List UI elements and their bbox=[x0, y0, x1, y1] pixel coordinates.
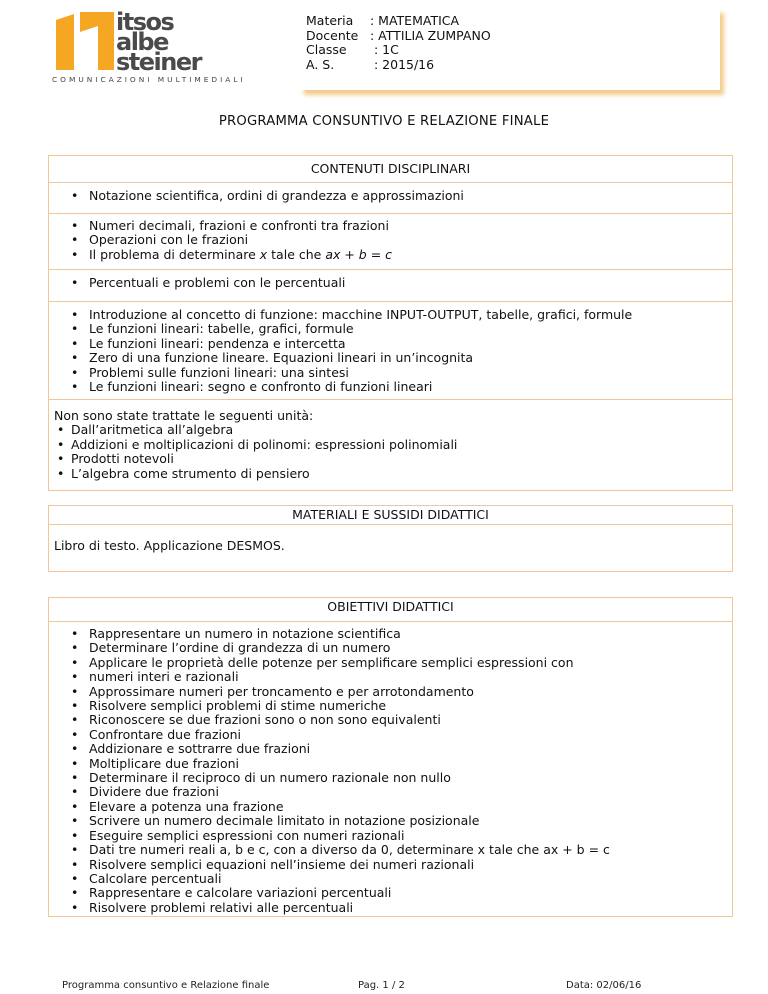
list-item: • Operazioni con le frazioni bbox=[49, 233, 732, 247]
list-item: • Risolvere semplici problemi di stime numeriche bbox=[49, 699, 732, 713]
materials-cell bbox=[49, 525, 732, 571]
list-item: • Zero di una funzione lineare. Equazioni lineari in un’incognita bbox=[49, 351, 732, 365]
objectives-heading: OBIETTIVI DIDATTICI bbox=[49, 598, 732, 622]
not-covered-section bbox=[49, 400, 732, 490]
info-row bbox=[306, 14, 720, 29]
logo-word: itsos bbox=[116, 8, 174, 36]
list-item: • Le funzioni lineari: segno e confronto di funzioni lineari bbox=[49, 380, 732, 394]
objectives-table bbox=[48, 597, 733, 917]
list-item: • Problemi sulle funzioni lineari: una sintesi bbox=[49, 366, 732, 380]
list-text: Il problema di determinare bbox=[89, 246, 256, 262]
list-item: • Le funzioni lineari: tabelle, grafici, formule bbox=[49, 322, 732, 336]
materials-heading: MATERIALI E SUSSIDI DIDATTICI bbox=[49, 506, 732, 525]
school-logo bbox=[52, 8, 246, 84]
contents-group bbox=[49, 302, 732, 400]
list-item: • Approssimare numeri per troncamento e per arrotondamento bbox=[49, 685, 732, 699]
not-covered-label: Non sono state trattate le seguenti unità: bbox=[54, 408, 314, 423]
contents-group bbox=[49, 270, 732, 302]
list-item: • Risolvere semplici equazioni nell’insieme dei numeri razionali bbox=[49, 858, 732, 872]
contents-group bbox=[49, 214, 732, 270]
contents-heading: CONTENUTI DISCIPLINARI bbox=[49, 156, 732, 183]
list-item: • numeri interi e razionali bbox=[49, 670, 732, 684]
list-item: • Applicare le proprietà delle potenze per semplificare semplici espressioni con bbox=[49, 656, 732, 670]
materials-table bbox=[48, 505, 733, 572]
course-info-box bbox=[300, 8, 720, 90]
info-key: Materia bbox=[306, 13, 354, 28]
info-key: Classe bbox=[306, 42, 347, 57]
list-item: • Le funzioni lineari: pendenza e intercetta bbox=[49, 337, 732, 351]
list-item: • Addizionare e sottrarre due frazioni bbox=[49, 742, 732, 756]
contents-group bbox=[49, 183, 732, 214]
info-value: : ATTILIA ZUMPANO bbox=[370, 27, 491, 43]
objectives-cell bbox=[49, 622, 732, 915]
list-item: • Numeri decimali, frazioni e confronti tra frazioni bbox=[49, 219, 732, 233]
variable-x: x bbox=[259, 246, 268, 262]
info-row bbox=[306, 58, 720, 73]
footer-date: Data: 02/06/16 bbox=[566, 980, 642, 991]
info-row bbox=[306, 43, 720, 58]
list-item: • Dall’aritmetica all’algebra bbox=[49, 423, 732, 437]
info-key: Docente bbox=[306, 27, 359, 43]
logo-word: albe bbox=[116, 28, 168, 56]
contents-table bbox=[48, 155, 733, 491]
list-item: • Percentuali e problemi con le percentuali bbox=[49, 276, 732, 290]
list-item: • Confrontare due frazioni bbox=[49, 728, 732, 742]
logo-mark-icon bbox=[52, 12, 122, 72]
info-key: A. S. bbox=[306, 56, 335, 72]
list-item: • Rappresentare un numero in notazione scientifica bbox=[49, 627, 732, 641]
list-item: • Introduzione al concetto di funzione: macchine INPUT-OUTPUT, tabelle, grafici, formule bbox=[49, 308, 732, 322]
footer-page-number: Pag. 1 / 2 bbox=[358, 980, 405, 991]
list-item: • Dati tre numeri reali a, b e c, con a diverso da 0, determinare x tale che ax + b = c bbox=[49, 843, 732, 857]
equation: ax + b = c bbox=[325, 246, 393, 262]
list-item: • Moltiplicare due frazioni bbox=[49, 757, 732, 771]
list-item: • L’algebra come strumento di pensiero bbox=[49, 467, 732, 481]
materials-text: Libro di testo. Applicazione DESMOS. bbox=[54, 538, 285, 553]
logo-word: steiner bbox=[116, 48, 201, 76]
list-item: • Determinare l’ordine di grandezza di un numero bbox=[49, 641, 732, 655]
list-item: • Dividere due frazioni bbox=[49, 785, 732, 799]
list-item: • Scrivere un numero decimale limitato in notazione posizionale bbox=[49, 814, 732, 828]
page-title: PROGRAMMA CONSUNTIVO E RELAZIONE FINALE bbox=[218, 114, 550, 129]
list-text: tale che bbox=[267, 246, 326, 262]
list-item: • Rappresentare e calcolare variazioni percentuali bbox=[49, 886, 732, 900]
list-item: • Determinare il reciproco di un numero razionale non nullo bbox=[49, 771, 732, 785]
logo-tagline: COMUNICAZIONI MULTIMEDIALI bbox=[52, 75, 246, 84]
list-item: • Calcolare percentuali bbox=[49, 872, 732, 886]
logo-wordmark bbox=[116, 8, 201, 76]
info-value: : 1C bbox=[370, 42, 399, 57]
info-value: : MATEMATICA bbox=[370, 13, 460, 28]
list-item: • Notazione scientifica, ordini di grandezza e approssimazioni bbox=[49, 189, 732, 203]
list-item: • Elevare a potenza una frazione bbox=[49, 800, 732, 814]
footer-doc-title: Programma consuntivo e Relazione finale bbox=[62, 980, 270, 991]
list-item: • Addizioni e moltiplicazioni di polinomi: espressioni polinomiali bbox=[49, 438, 732, 452]
list-item bbox=[49, 248, 732, 262]
info-row bbox=[306, 29, 720, 44]
list-item: • Eseguire semplici espressioni con numeri razionali bbox=[49, 829, 732, 843]
list-item: • Riconoscere se due frazioni sono o non sono equivalenti bbox=[49, 713, 732, 727]
objectives-list bbox=[49, 627, 732, 915]
list-item: • Risolvere problemi relativi alle percentuali bbox=[49, 901, 732, 915]
info-value: : 2015/16 bbox=[370, 56, 435, 72]
list-item: • Prodotti notevoli bbox=[49, 452, 732, 466]
